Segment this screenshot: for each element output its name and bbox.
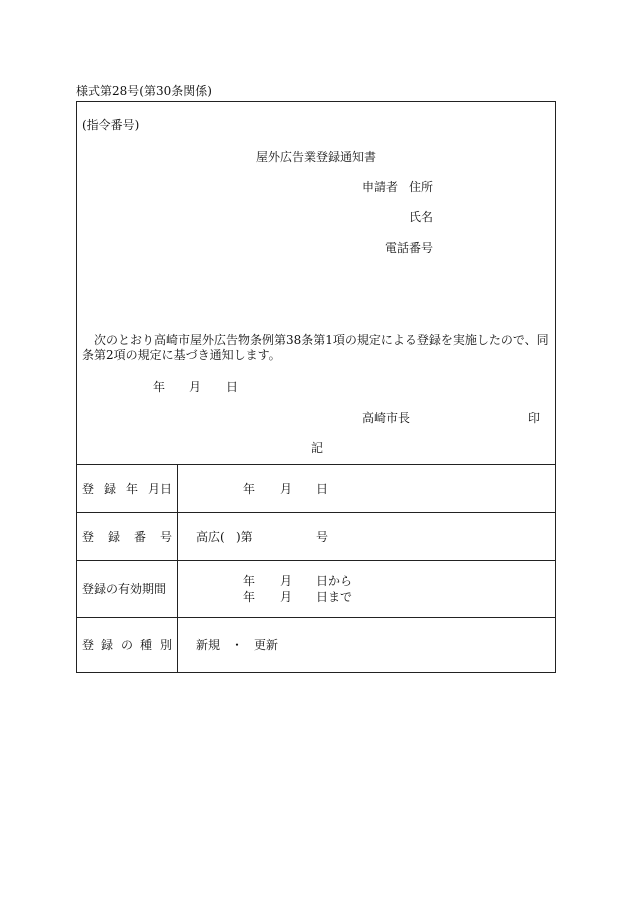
phone-label: 電話番号 [385,241,434,255]
reg-number-middle: )第 [236,530,253,544]
name-label: 氏名 [409,210,434,224]
address-label: 住所 [409,180,434,194]
validity-to-day: 日まで [316,590,353,604]
applicant-label: 申請者 [362,180,399,194]
validity-from-month: 月 [280,574,293,588]
reg-type-label-char: 登 [82,638,95,652]
designation-number: (指令番号) [82,118,140,132]
date-month: 月 [189,380,202,394]
reg-type-renew: 更新 [254,638,279,652]
reg-number-label-char: 番 [134,530,147,544]
reg-type-new: 新規 [196,638,221,652]
reg-date-label-char: 月 [148,482,161,496]
validity-to-year: 年 [243,590,256,604]
document-title: 屋外広告業登録通知書 [256,150,377,164]
validity-from-year: 年 [243,574,256,588]
reg-type-label-char: 種 [140,638,153,652]
mayor-title: 高崎市長 [362,411,411,425]
reg-number-label-char: 登 [82,530,95,544]
validity-from-day: 日から [316,574,353,588]
reg-number-label-char: 録 [108,530,121,544]
validity-to-month: 月 [280,590,293,604]
reg-date-year: 年 [243,482,256,496]
form-number: 様式第28号(第30条関係) [76,84,212,98]
reg-date-label-char: 録 [104,482,117,496]
reg-date-label-char: 日 [160,482,173,496]
reg-date-label-char: 登 [82,482,95,496]
date-day: 日 [226,380,239,394]
row-divider [76,560,556,561]
table-top-line [76,464,556,465]
seal-mark: 印 [528,411,541,425]
notice-body: 次のとおり高崎市屋外広告物条例第38条第1項の規定による登録を実施したので、同条第2項の規定に基づき通知します。 [82,333,549,362]
reg-date-month: 月 [280,482,293,496]
reg-number-label-char: 号 [160,530,173,544]
validity-label: 登録の有効期間 [82,582,167,596]
date-year: 年 [153,380,166,394]
row-divider [76,617,556,618]
reg-type-label-char: 録 [101,638,114,652]
reg-date-label-char: 年 [126,482,139,496]
ki-label: 記 [311,441,324,455]
reg-type-label-char: 別 [160,638,173,652]
reg-number-suffix: 号 [316,530,329,544]
reg-number-prefix: 高広( [196,530,225,544]
reg-type-label-char: の [121,638,134,652]
column-divider [177,464,178,673]
row-divider [76,512,556,513]
reg-type-separator: ・ [231,638,244,652]
reg-date-day: 日 [316,482,329,496]
